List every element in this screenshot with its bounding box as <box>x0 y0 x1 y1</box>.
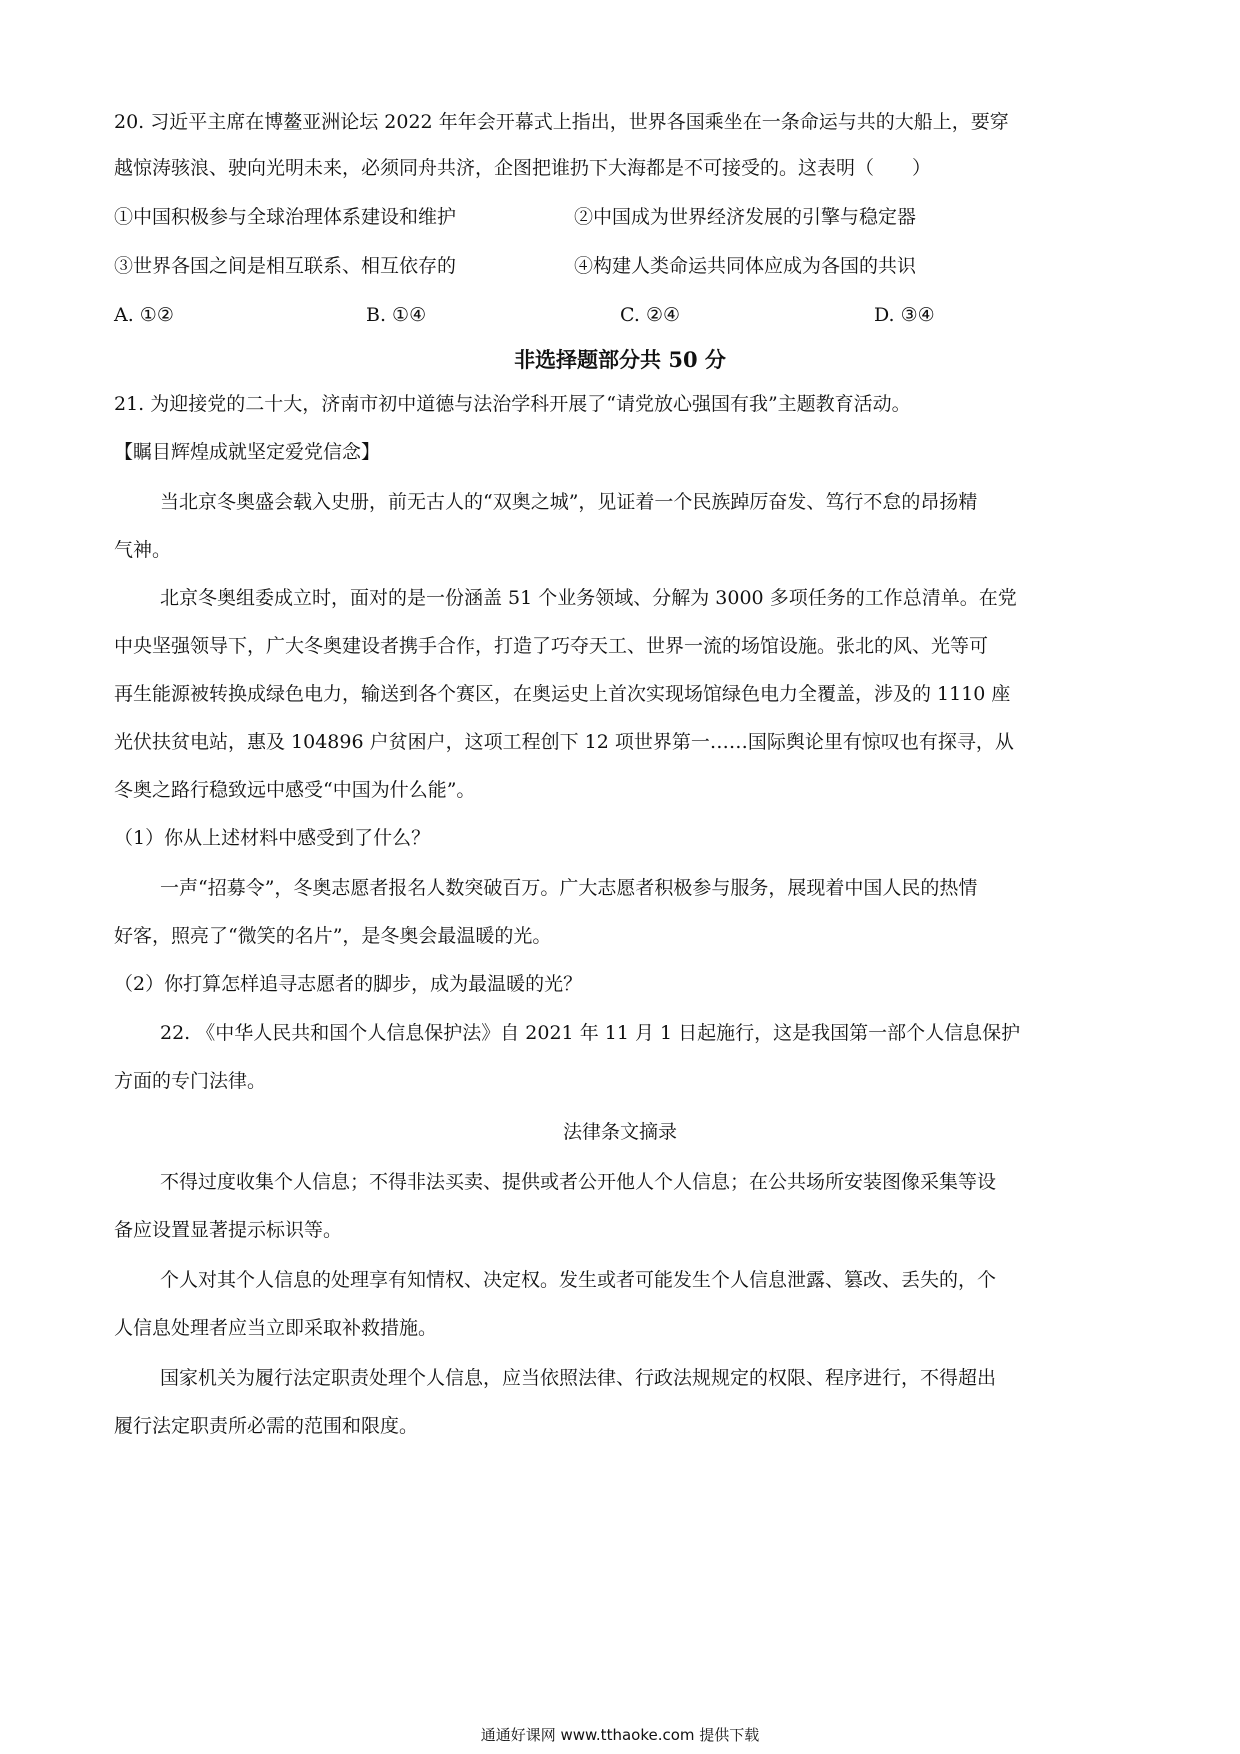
q22-intro-line-1: 22. 《中华人民共和国个人信息保护法》自 2021 年 11 月 1 日起施行，这是我国第一部个人信息保护 <box>160 1022 1021 1044</box>
q22-article-2-line-2: 人信息处理者应当立即采取补救措施。 <box>114 1317 438 1339</box>
section-title: 非选择题部分共 50 分 <box>514 347 726 372</box>
q21-paragraph-2-line-2: 中央坚强领导下，广大冬奥建设者携手合作，打造了巧夺天工、世界一流的场馆设施。张北的风、光等可 <box>114 635 989 657</box>
q21-intro: 21. 为迎接党的二十大，济南市初中道德与法治学科开展了“请党放心强国有我”主题教育活动。 <box>114 393 911 415</box>
q20-statement-3: ③世界各国之间是相互联系、相互依存的 <box>114 255 457 277</box>
q20-stem-line-2: 越惊涛骇浪、驶向光明未来，必须同舟共济，企图把谁扔下大海都是不可接受的。这表明（ ） <box>114 157 932 179</box>
q21-paragraph-1-line-1: 当北京冬奥盛会载入史册，前无古人的“双奥之城”，见证着一个民族踔厉奋发、笃行不怠的昂扬精 <box>160 491 978 513</box>
q21-paragraph-2-line-4: 光伏扶贫电站，惠及 104896 户贫困户，这项工程创下 12 项世界第一……国际舆论里有惊叹也有探寻，从 <box>114 731 1014 753</box>
q21-sub-question-2: （2）你打算怎样追寻志愿者的脚步，成为最温暖的光？ <box>114 973 583 995</box>
q20-option-c: C. ②④ <box>620 304 681 326</box>
q20-option-b: B. ①④ <box>366 304 427 326</box>
q22-article-3-line-2: 履行法定职责所必需的范围和限度。 <box>114 1415 419 1437</box>
q21-sub-question-1: （1）你从上述材料中感受到了什么？ <box>114 827 431 849</box>
q21-paragraph-3-line-2: 好客，照亮了“微笑的名片”，是冬奥会最温暖的光。 <box>114 925 552 947</box>
footer-download-note: 通通好课网 www.tthaoke.com 提供下载 <box>480 1726 760 1744</box>
q20-option-a: A. ①② <box>114 304 174 326</box>
q21-paragraph-2-line-1: 北京冬奥组委成立时，面对的是一份涵盖 51 个业务领域、分解为 3000 多项任务的工作总清单。在党 <box>160 587 1017 609</box>
q22-article-1-line-1: 不得过度收集个人信息；不得非法买卖、提供或者公开他人个人信息；在公共场所安装图像采集等设 <box>160 1171 997 1193</box>
q20-stem-line-1: 20. 习近平主席在博鳌亚洲论坛 2022 年年会开幕式上指出，世界各国乘坐在一条命运与共的大船上，要穿 <box>114 111 1009 133</box>
q20-statement-2: ②中国成为世界经济发展的引擎与稳定器 <box>574 206 917 228</box>
q22-intro-line-2: 方面的专门法律。 <box>114 1070 267 1092</box>
q22-article-3-line-1: 国家机关为履行法定职责处理个人信息，应当依照法律、行政法规规定的权限、程序进行，不得超出 <box>160 1367 997 1389</box>
q20-statement-1: ①中国积极参与全球治理体系建设和维护 <box>114 206 457 228</box>
q22-caption: 法律条文摘录 <box>562 1121 677 1143</box>
q21-paragraph-2-line-5: 冬奥之路行稳致远中感受“中国为什么能”。 <box>114 779 476 801</box>
q20-option-d: D. ③④ <box>874 304 935 326</box>
q21-paragraph-3-line-1: 一声“招募令”，冬奥志愿者报名人数突破百万。广大志愿者积极参与服务，展现着中国人民的热情 <box>160 877 978 899</box>
q22-article-1-line-2: 备应设置显著提示标识等。 <box>114 1219 343 1241</box>
q21-heading: 【瞩目辉煌成就坚定爱党信念】 <box>114 441 381 463</box>
q22-article-2-line-1: 个人对其个人信息的处理享有知情权、决定权。发生或者可能发生个人信息泄露、篡改、丢失的，个 <box>160 1269 997 1291</box>
q21-paragraph-1-line-2: 气神。 <box>114 539 172 561</box>
q21-paragraph-2-line-3: 再生能源被转换成绿色电力，输送到各个赛区，在奥运史上首次实现场馆绿色电力全覆盖，涉及的 1110 座 <box>114 683 1011 705</box>
q20-statement-4: ④构建人类命运共同体应成为各国的共识 <box>574 255 917 277</box>
